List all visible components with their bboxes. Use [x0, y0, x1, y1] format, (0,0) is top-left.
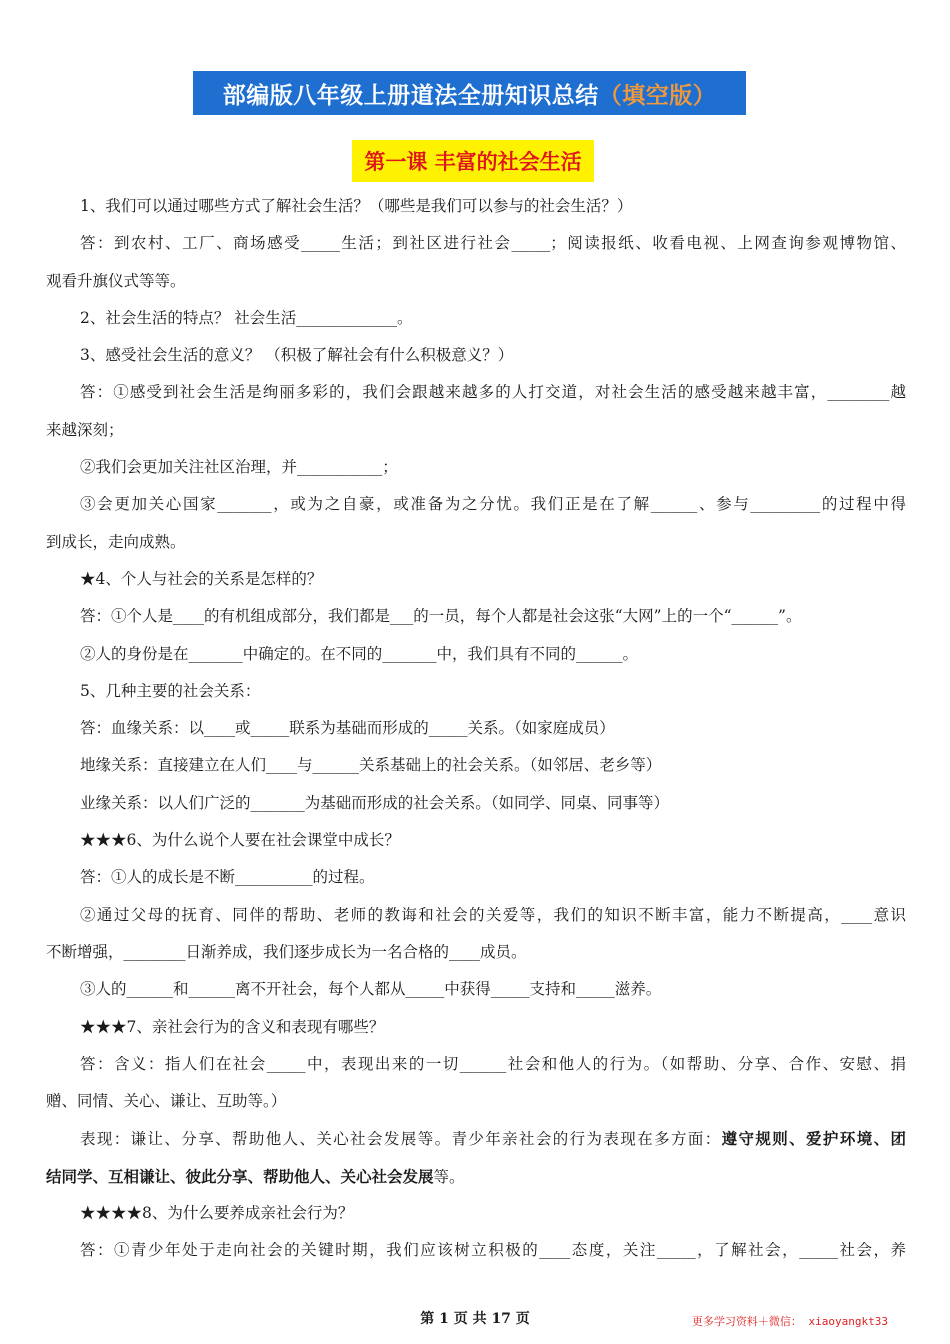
- promo-text: 更多学习资料＋微信： xiaoyangkt33: [691, 1315, 888, 1328]
- text-line: [46, 1046, 906, 1083]
- text-line: [46, 1009, 906, 1046]
- document-title: 部编版八年级上册道法全册知识总结: [222, 82, 599, 109]
- line-text: ②通过父母的抚育、同伴的帮助、老师的教诲和社会的关爱等，我们的知识不断丰富，能力不断提高，____意识: [80, 905, 906, 924]
- document-body: [46, 188, 906, 1270]
- line-text: 业缘关系：以人们广泛的_______为基础而形成的社会关系。（如同学、同桌、同事等）: [80, 793, 670, 812]
- line-text: ★4、个人与社会的关系是怎样的？: [80, 569, 323, 588]
- line-text: 1、我们可以通过哪些方式了解社会生活？（哪些是我们可以参与的社会生活？）: [80, 197, 633, 215]
- line-text: ③会更加关心国家_______，或为之自豪，或准备为之分忧。我们正是在了解______、参与_________的过程中得: [80, 495, 906, 514]
- line-text: ③人的______和______离不开社会，每个人都从_____中获得_____支持和_____滋养。: [80, 980, 662, 999]
- line-text: 地缘关系：直接建立在人们____与______关系基础上的社会关系。（如邻居、老乡等）: [80, 756, 662, 775]
- text-line: [46, 636, 906, 673]
- lesson-title: 第一课 丰富的社会生活: [352, 140, 594, 182]
- text-line: [46, 188, 906, 225]
- line-text: ②我们会更加关注社区治理，并___________；: [80, 458, 398, 477]
- text-line: [46, 897, 906, 934]
- text-line: [46, 412, 906, 449]
- text-line: [46, 822, 906, 859]
- line-text: 答：①青少年处于走向社会的关键时期，我们应该树立积极的____态度，关注_____，了解社会，_____社会，养: [80, 1241, 906, 1260]
- line-text: 来越深刻；: [46, 420, 124, 439]
- line-text: 表现：谦让、分享、帮助他人、关心社会发展等。青少年亲社会的行为表现在多方面：: [80, 1130, 722, 1149]
- line-text: 5、几种主要的社会关系：: [80, 681, 261, 700]
- line-text: 3、感受社会生活的意义？ （积极了解社会有什么积极意义？）: [80, 346, 514, 365]
- line-text: 答：血缘关系：以____或_____联系为基础而形成的_____关系。（如家庭成员）: [80, 719, 615, 738]
- text-line: [46, 449, 906, 486]
- text-line: [46, 1120, 906, 1157]
- text-line: [46, 785, 906, 822]
- line-bold-text: 遵守规则、爱护环境、团: [721, 1129, 906, 1149]
- line-text: 答：①感受到社会生活是绚丽多彩的，我们会跟越来越多的人打交道，对社会生活的感受越来越丰富，________越: [80, 383, 906, 402]
- line-text: 答：含义：指人们在社会_____中，表现出来的一切______社会和他人的行为。（如帮助、分享、合作、安慰、捐: [80, 1054, 906, 1073]
- text-line: [46, 710, 906, 747]
- text-line: [46, 1195, 906, 1232]
- line-bold-text: 结同学、互相谦让、彼此分享、帮助他人、关心社会发展: [46, 1166, 434, 1186]
- line-text: 答：到农村、工厂、商场感受_____生活；到社区进行社会_____；阅读报纸、收看电视、上网查询参观博物馆、: [80, 234, 906, 253]
- line-tail-text: 等。: [433, 1167, 465, 1186]
- line-text: ★★★7、亲社会行为的含义和表现有哪些？: [80, 1017, 385, 1036]
- text-line: [46, 673, 906, 710]
- line-text: 答：①人的成长是不断__________的过程。: [80, 868, 375, 887]
- document-title-banner: [193, 71, 746, 115]
- text-line: [46, 561, 906, 598]
- line-text: ②人的身份是在_______中确定的。在不同的_______中，我们具有不同的______。: [80, 644, 639, 663]
- document-title-suffix: （填空版）: [598, 82, 717, 109]
- text-line: [46, 263, 906, 300]
- page-number: 第 1 页 共 17 页: [420, 1311, 530, 1327]
- line-text: ★★★6、为什么说个人要在社会课堂中成长？: [80, 831, 400, 850]
- text-line: [46, 374, 906, 411]
- text-line: [46, 747, 906, 784]
- text-line: [46, 859, 906, 896]
- text-line: [46, 934, 906, 971]
- line-text: 2、社会生活的特点？ 社会生活_____________。: [80, 308, 413, 327]
- text-line: [46, 971, 906, 1008]
- line-text: ★★★★8、为什么要养成亲社会行为？: [80, 1204, 354, 1223]
- text-line: [46, 1158, 906, 1195]
- line-text: 赠、同情、关心、谦让、互助等。）: [46, 1092, 287, 1111]
- text-line: [46, 486, 906, 523]
- text-line: [46, 1083, 906, 1120]
- text-line: [46, 300, 906, 337]
- line-text: 观看升旗仪式等等。: [46, 271, 186, 290]
- line-text: 答：①个人是____的有机组成部分，我们都是___的一员，每个人都是社会这张“大网”上的一个“______”。: [80, 607, 802, 626]
- line-text: 到成长，走向成熟。: [46, 532, 186, 551]
- line-text: 不断增强，________日渐养成，我们逐步成长为一名合格的____成员。: [46, 942, 527, 961]
- text-line: [46, 524, 906, 561]
- text-line: [46, 337, 906, 374]
- text-line: [46, 598, 906, 635]
- text-line: [46, 1232, 906, 1269]
- text-line: [46, 225, 906, 262]
